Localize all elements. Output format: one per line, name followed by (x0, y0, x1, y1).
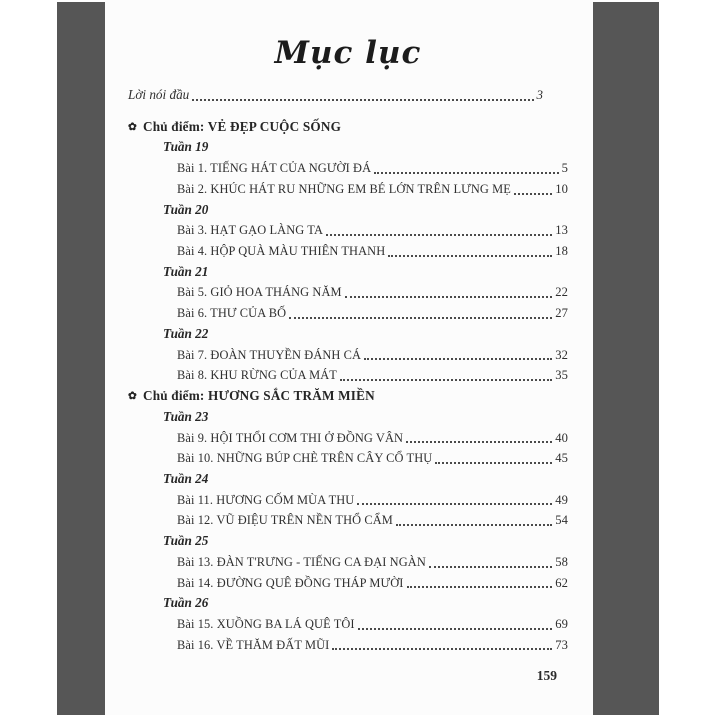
section-title: Chủ điểm: HƯƠNG SẮC TRĂM MIỀN (143, 388, 375, 404)
page-number: 159 (536, 668, 557, 684)
toc-entry-label: Bài 13. ĐÀN T'RƯNG - TIẾNG CA ĐẠI NGÀN (177, 554, 426, 569)
photo-background-left-bar (57, 2, 105, 715)
toc-entry (128, 552, 568, 573)
toc-entry-label: Bài 5. GIỎ HOA THÁNG NĂM (177, 285, 342, 300)
week-heading: Tuần 25 (163, 533, 209, 549)
week-heading: Tuần 20 (163, 201, 209, 217)
toc-entry (128, 490, 568, 511)
dot-leader (364, 358, 552, 360)
dot-leader (357, 503, 552, 505)
section-title: Chủ điểm: VẺ ĐẸP CUỘC SỐNG (143, 118, 342, 134)
toc-entry-page: 22 (555, 285, 568, 300)
week-heading: Tuần 26 (163, 595, 209, 611)
toc-page (105, 0, 593, 715)
section-header (128, 386, 568, 407)
toc-entry-label: Bài 10. NHỮNG BÚP CHÈ TRÊN CÂY CỔ THỤ (177, 451, 433, 466)
dot-leader (514, 193, 552, 195)
dot-leader (192, 99, 533, 101)
toc-entry (128, 573, 568, 594)
week-heading: Tuần 19 (163, 139, 209, 155)
dot-leader (326, 234, 552, 236)
week-heading: Tuần 24 (163, 470, 209, 486)
toc-entry-page: 27 (555, 306, 568, 321)
dot-leader (396, 524, 552, 526)
toc-entry (128, 345, 568, 366)
toc-entry-page: 32 (555, 347, 568, 362)
toc-entry-label: Bài 2. KHÚC HÁT RU NHỮNG EM BÉ LỚN TRÊN LƯNG MẸ (177, 181, 511, 196)
dot-leader (332, 648, 552, 650)
toc-entry-page: 35 (555, 368, 568, 383)
preface-label: Lời nói đầu (128, 87, 190, 102)
toc-entry (128, 428, 568, 449)
toc-entry-label: Bài 1. TIẾNG HÁT CỦA NGƯỜI ĐÁ (177, 161, 372, 176)
toc-entry (128, 510, 568, 531)
toc-entry-page: 54 (555, 513, 568, 528)
toc-entry-page: 13 (555, 223, 568, 238)
toc-entry (128, 448, 568, 469)
toc-entry-page: 18 (555, 244, 568, 259)
toc-entry-label: Bài 6. THƯ CỦA BỐ (177, 306, 287, 321)
dot-leader (435, 462, 552, 464)
dot-leader (340, 379, 552, 381)
preface-page: 3 (536, 87, 543, 102)
toc-entry-label: Bài 15. XUỒNG BA LÁ QUÊ TÔI (177, 616, 355, 631)
toc-entry (128, 635, 568, 656)
toc-entry (128, 179, 568, 200)
toc-entry-label: Bài 8. KHU RỪNG CỦA MÁT (177, 368, 337, 383)
toc-entry-label: Bài 9. HỘI THỔI CƠM THI Ở ĐỒNG VÂN (177, 430, 404, 445)
toc-list (128, 117, 568, 656)
dot-leader (289, 317, 552, 319)
dot-leader (406, 441, 552, 443)
toc-entry-label: Bài 14. ĐƯỜNG QUÊ ĐỒNG THÁP MƯỜI (177, 575, 404, 590)
week-heading: Tuần 22 (163, 325, 209, 341)
dot-leader (358, 628, 553, 630)
dot-leader (388, 255, 552, 257)
week-heading: Tuần 21 (163, 263, 209, 279)
flower-icon: ✿ (128, 391, 137, 403)
toc-entry-label: Bài 4. HỘP QUÀ MÀU THIÊN THANH (177, 244, 386, 259)
section-header (128, 117, 568, 138)
footer (128, 668, 568, 684)
dot-leader (407, 586, 553, 588)
toc-entry (128, 303, 568, 324)
toc-entry-page: 62 (555, 575, 568, 590)
toc-entry-page: 45 (555, 451, 568, 466)
dot-leader (345, 296, 553, 298)
week-heading: Tuần 23 (163, 408, 209, 424)
toc-entry (128, 282, 568, 303)
toc-entry (128, 220, 568, 241)
toc-entry-page: 10 (555, 181, 568, 196)
flower-icon: ✿ (128, 121, 137, 133)
toc-entry-label: Bài 11. HƯƠNG CỐM MÙA THU (177, 492, 355, 507)
toc-entry-page: 73 (555, 637, 568, 652)
dot-leader (374, 172, 558, 174)
dot-leader (429, 566, 552, 568)
photo-background-right-bar (593, 2, 659, 715)
toc-content (128, 0, 568, 684)
toc-entry-page: 5 (561, 161, 568, 176)
toc-entry-page: 69 (555, 616, 568, 631)
toc-entry-label: Bài 12. VŨ ĐIỆU TRÊN NỀN THỔ CẨM (177, 513, 393, 528)
toc-entry (128, 241, 568, 262)
preface-entry (128, 85, 543, 106)
toc-entry-label: Bài 16. VỀ THĂM ĐẤT MŨI (177, 637, 330, 652)
toc-entry (128, 365, 568, 386)
toc-entry-label: Bài 3. HẠT GẠO LÀNG TA (177, 223, 323, 238)
toc-entry (128, 158, 568, 179)
toc-entry-page: 40 (555, 430, 568, 445)
toc-entry-page: 58 (555, 554, 568, 569)
toc-entry (128, 614, 568, 635)
page-title: Mục lục (274, 35, 422, 71)
toc-entry-label: Bài 7. ĐOÀN THUYỀN ĐÁNH CÁ (177, 347, 362, 362)
toc-entry-page: 49 (555, 492, 568, 507)
